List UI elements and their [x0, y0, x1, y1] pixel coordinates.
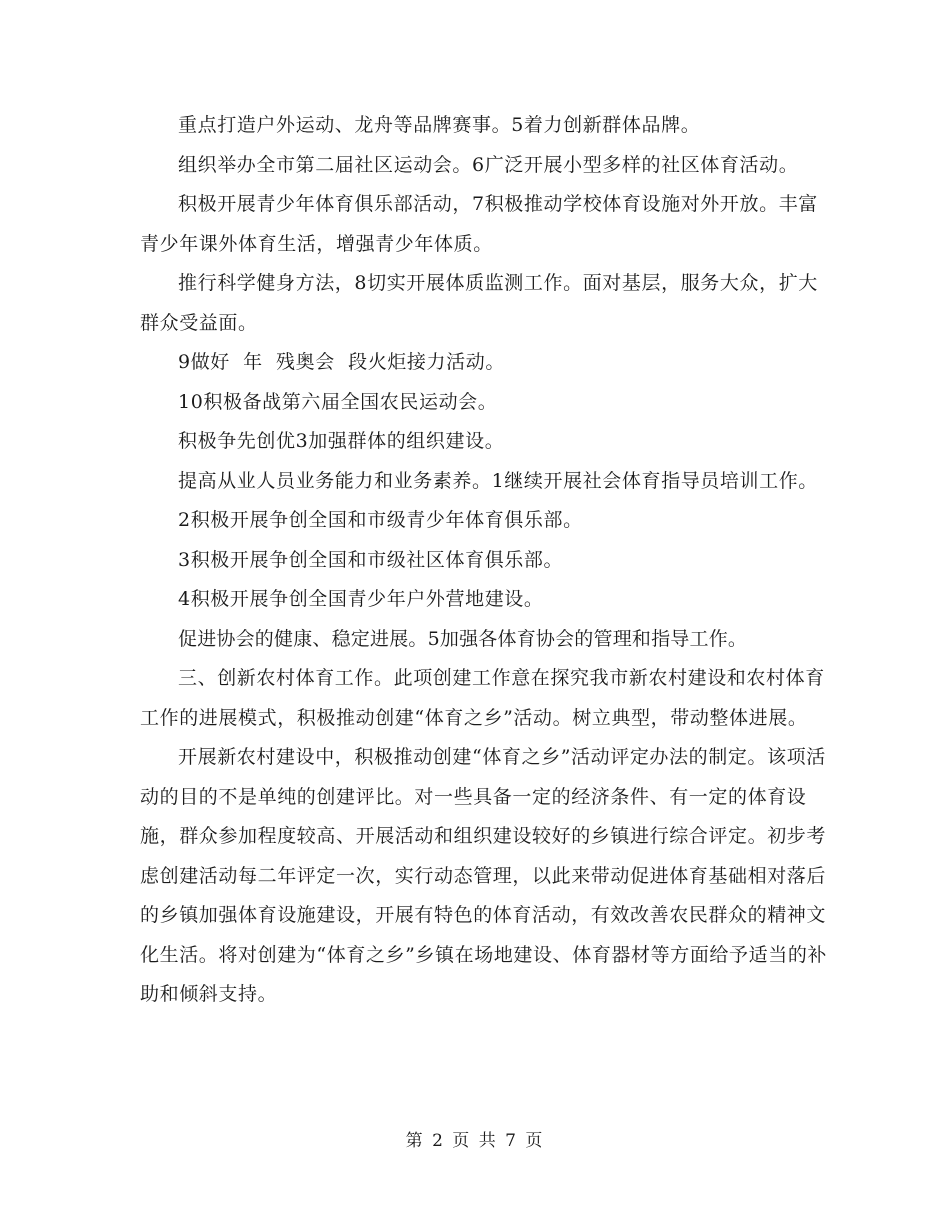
paragraph: 积极争先创优3加强群体的组织建设。	[178, 430, 505, 452]
paragraph: 三、创新农村体育工作。此项创建工作意在探究我市新农村建设和农村体育工作的进展模式，积极推动创建“体育之乡”活动。树立典型，带动整体进展。	[140, 667, 825, 729]
paragraph: 重点打造户外运动、龙舟等品牌赛事。5着力创新群体品牌。	[178, 114, 701, 136]
paragraph: 3积极开展争创全国和市级社区体育俱乐部。	[178, 548, 564, 571]
paragraph: 10积极备战第六届全国农民运动会。	[178, 390, 498, 413]
paragraph: 2积极开展争创全国和市级青少年体育俱乐部。	[178, 509, 583, 531]
paragraph: 积极开展青少年体育俱乐部活动，7积极推动学校体育设施对外开放。丰富青少年课外体育生活，增强青少年体质。	[140, 193, 818, 255]
paragraph: 组织举办全市第二届社区运动会。6广泛开展小型多样的社区体育活动。	[178, 153, 799, 176]
paragraph: 提高从业人员业务能力和业务素养。1继续开展社会体育指导员培训工作。	[178, 469, 818, 492]
paragraph: 4积极开展争创全国青少年户外营地建设。	[178, 588, 544, 610]
page-number-footer: 第 2 页 共 7 页	[405, 1131, 545, 1151]
paragraph: 开展新农村建设中，积极推动创建“体育之乡”活动评定办法的制定。该项活动的目的不是单纯的创建评比。对一些具备一定的经济条件、有一定的体育设施，群众参加程度较高、开展活动和组织建设较好的乡镇进行综合评定。初步考虑创建活动每二年评定一次，实行动态管理，以此来带动促进体育基础相对落后的乡镇加强体育设施建设，开展有特色的体育活动，有效改善农民群众的精神文化生活。将对创建为“体育之乡”乡镇在场地建设、体育器材等方面给予适当的补助和倾斜支持。	[140, 746, 828, 1005]
paragraph: 9做好 年 残奥会 段火炬接力活动。	[178, 351, 505, 373]
paragraph: 促进协会的健康、稳定进展。5加强各体育协会的管理和指导工作。	[178, 627, 748, 650]
document-body	[140, 106, 830, 1015]
paragraph: 推行科学健身方法，8切实开展体质监测工作。面对基层，服务大众，扩大群众受益面。	[140, 272, 818, 334]
